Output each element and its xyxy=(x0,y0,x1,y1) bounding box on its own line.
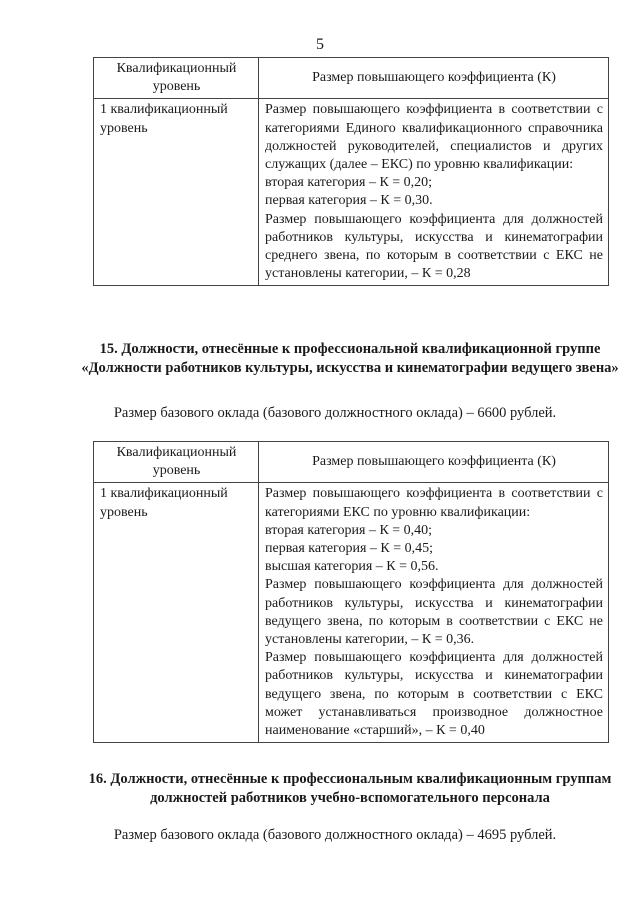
table-header-row xyxy=(94,58,609,99)
section-15-base-salary: Размер базового оклада (базового должностного оклада) – 6600 рублей. xyxy=(113,405,557,421)
table-row xyxy=(94,483,609,743)
category-line-highest: высшая категория – К = 0,56. xyxy=(265,559,439,575)
category-line-second: вторая категория – К = 0,20; xyxy=(265,175,433,191)
table-row xyxy=(94,99,609,286)
table-header-row xyxy=(94,442,609,483)
coefficient-paragraph: Размер повышающего коэффициента для должностей работников культуры, искусства и кинематографии ведущего звена, по которым в соответствии с ЕКС может устанавливаться производное должностное наименование «старший», – К = 0,40 xyxy=(265,650,603,739)
coefficient-paragraph: Размер повышающего коэффициента в соответствии с категориями Единого квалификационного справочника должностей руководителей, специалистов и других служащих (далее – ЕКС) по уровню квалификации: xyxy=(265,102,603,173)
category-line-first: первая категория – К = 0,30. xyxy=(265,193,433,209)
coefficient-table-1 xyxy=(93,57,609,286)
section-16-heading: 16. Должности, отнесённые к профессиональным квалификационным группам должностей работников учебно-вспомогательного персонала xyxy=(88,771,612,806)
header-qualification-level: Квалификационный уровень xyxy=(94,442,259,483)
header-qualification-level: Квалификационный уровень xyxy=(94,58,259,99)
header-coefficient-size: Размер повышающего коэффициента (К) xyxy=(259,442,609,483)
qualification-level-cell: 1 квалификационный уровень xyxy=(94,99,259,286)
header-coefficient-size: Размер повышающего коэффициента (К) xyxy=(259,58,609,99)
coefficient-paragraph: Размер повышающего коэффициента в соответствии с категориями ЕКС по уровню квалификации: xyxy=(265,486,603,520)
coefficient-table-2 xyxy=(93,441,609,743)
qualification-level-cell: 1 квалификационный уровень xyxy=(94,483,259,743)
category-line-second: вторая категория – К = 0,40; xyxy=(265,522,433,538)
coefficient-paragraph: Размер повышающего коэффициента для должностей работников культуры, искусства и кинематографии ведущего звена, по которым в соответствии с ЕКС не установлены категории, – К = 0,36. xyxy=(265,577,603,648)
coefficient-description-cell xyxy=(259,483,609,743)
page-number: 5 xyxy=(316,36,324,53)
coefficient-description-cell xyxy=(259,99,609,286)
section-16-base-salary: Размер базового оклада (базового должностного оклада) – 4695 рублей. xyxy=(113,827,557,843)
coefficient-paragraph: Размер повышающего коэффициента для должностей работников культуры, искусства и кинематографии среднего звена, по которым в соответствии с ЕКС не установлены категории, – К = 0,28 xyxy=(265,211,603,282)
category-line-first: первая категория – К = 0,45; xyxy=(265,541,434,557)
section-15-heading: 15. Должности, отнесённые к профессиональной квалификационной группе «Должности работников культуры, искусства и кинематографии ведущего звена» xyxy=(81,341,619,376)
